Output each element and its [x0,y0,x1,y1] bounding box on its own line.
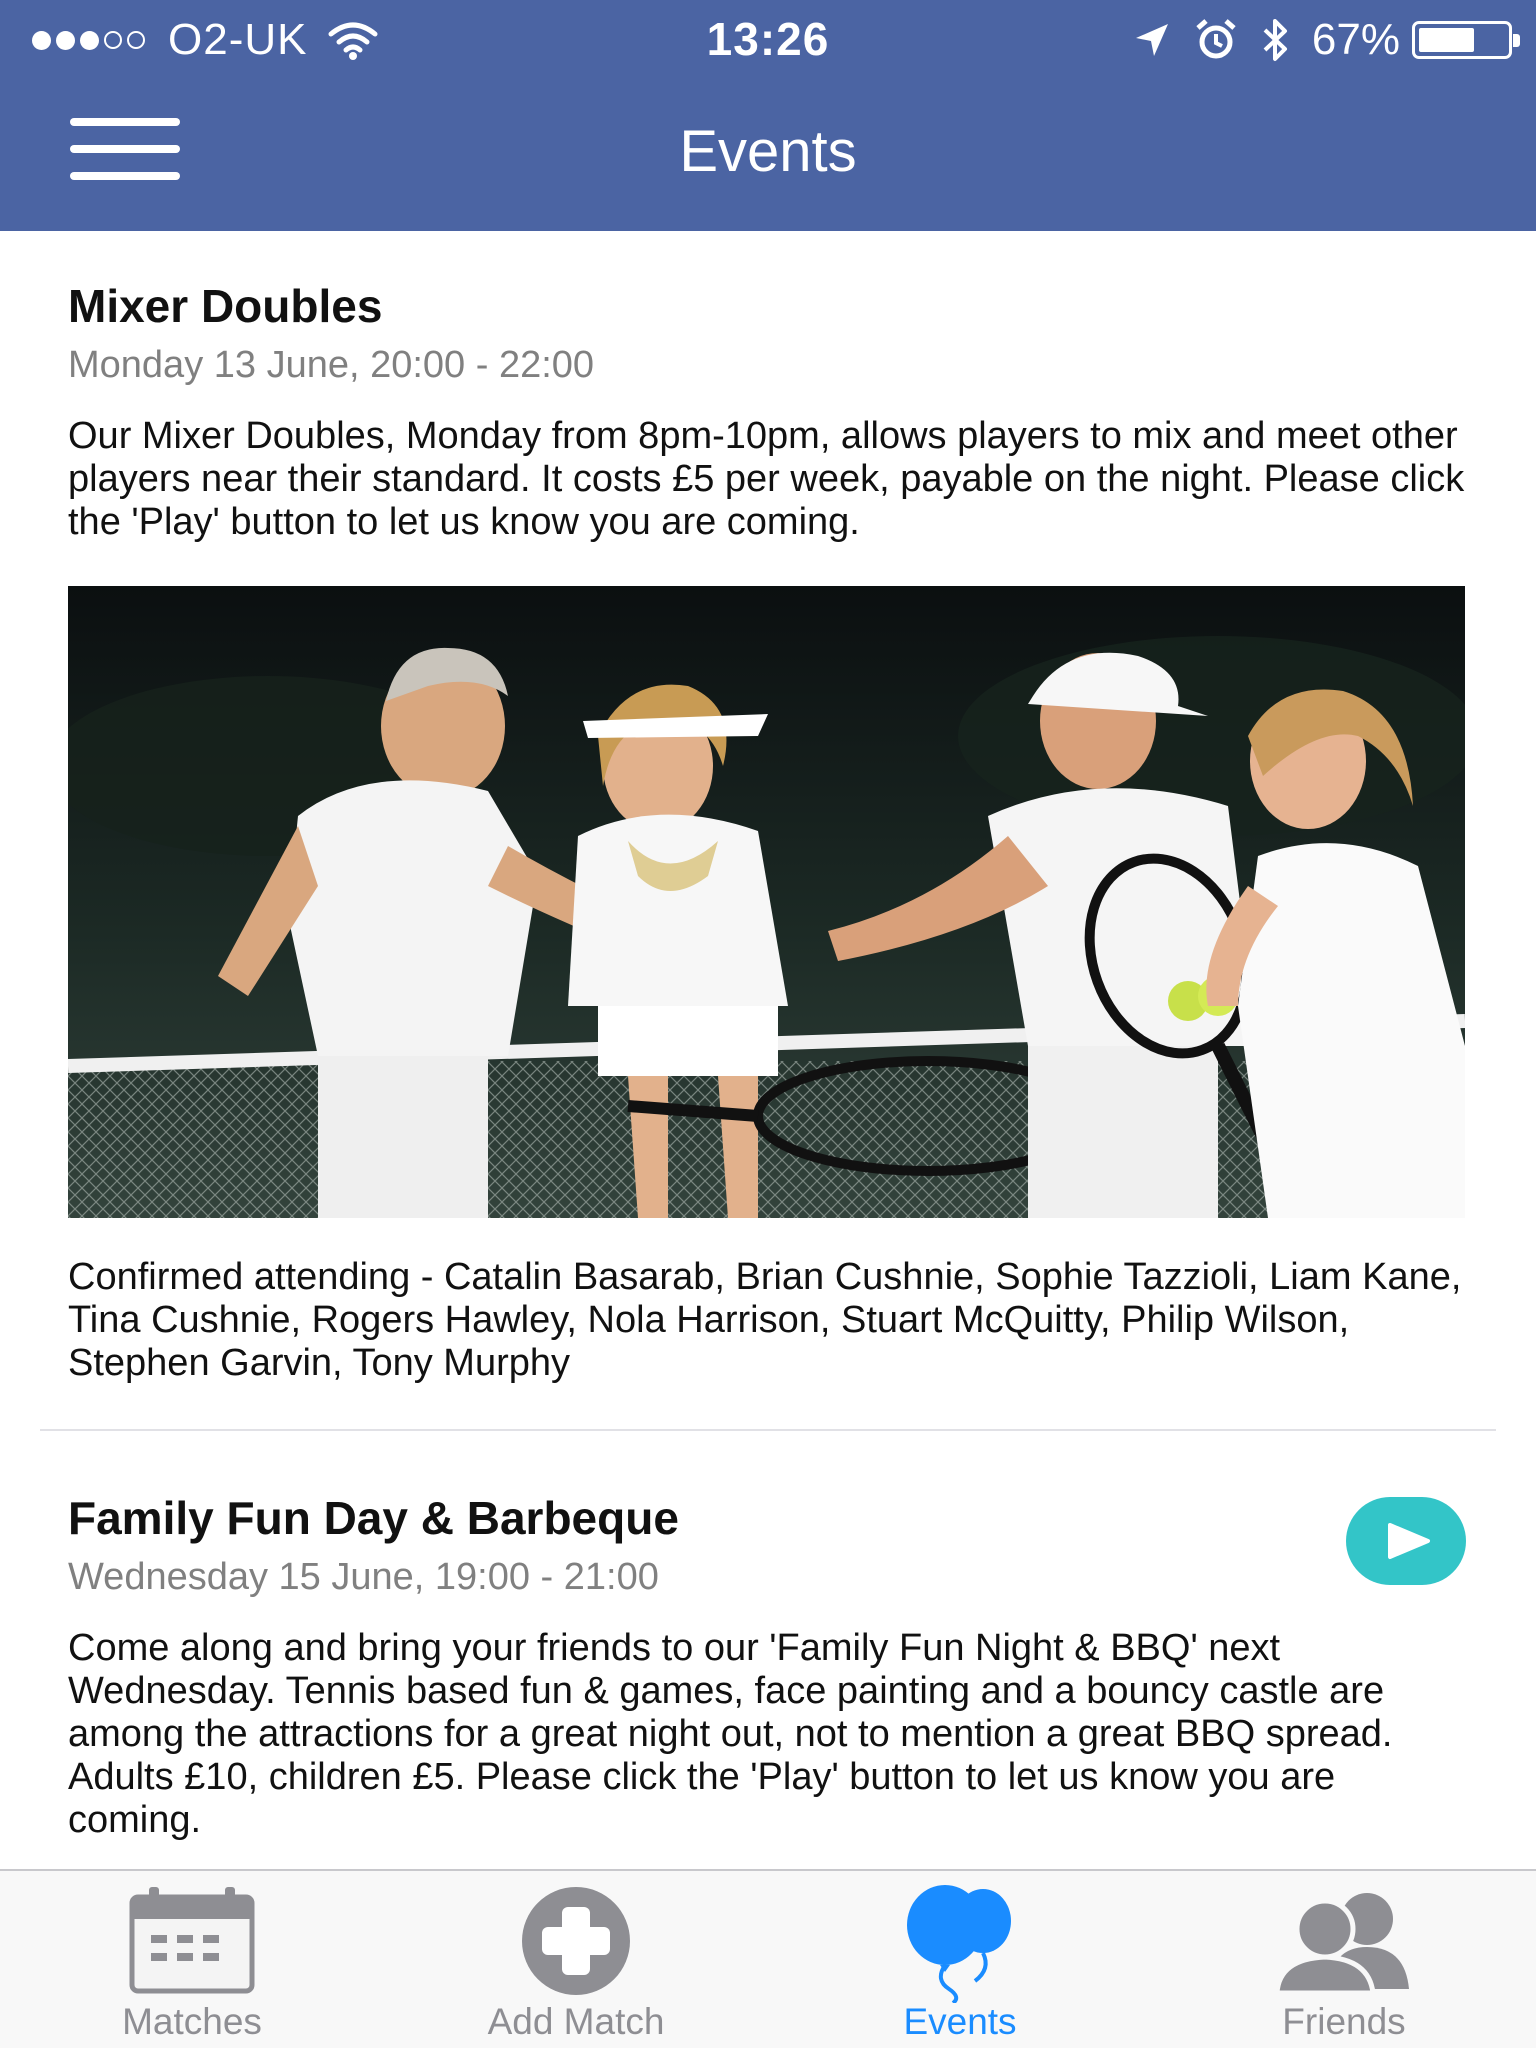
navigation-header [0,0,1536,231]
carrier-name: O2-UK [168,15,308,64]
event-description: Come along and bring your friends to our 'Family Fun Night & BBQ' next Wednesday. Tennis based fun & games, face painting and a bouncy castle are among the attractions for a great night out, not to mention a great BBQ spread. Adults £10, children £5. Please click the 'Play' button to let us know you are coming. [68,1627,1393,1842]
event-photo [68,586,1465,1218]
tab-events[interactable] [768,1871,1152,2050]
event-title: Mixer Doubles [68,280,383,332]
play-icon [1384,1521,1434,1561]
tab-label: Events [903,2001,1017,2042]
event-date: Monday 13 June, 20:00 - 22:00 [68,344,595,387]
play-button[interactable] [1346,1497,1466,1585]
event-title: Family Fun Day & Barbeque [68,1492,679,1545]
tab-add-match[interactable] [384,1871,768,2050]
event-description: Our Mixer Doubles, Monday from 8pm-10pm, allows players to mix and meet other players near their standard. It costs £5 per week, payable on the night. Please click the 'Play' button to let us know you are coming. [68,415,1465,544]
battery-percentage: 67% [1311,15,1400,64]
battery-icon [1412,21,1512,59]
tab-matches[interactable] [0,1871,384,2050]
event-card[interactable] [0,279,1536,1385]
events-list[interactable] [0,231,1536,1869]
tab-label: Add Match [487,2001,665,2042]
calendar-icon [127,1885,257,1995]
location-arrow-icon [1132,20,1172,60]
people-icon [1269,1885,1419,1995]
alarm-icon [1194,18,1238,62]
status-bar [0,0,1536,80]
tab-friends[interactable] [1152,1871,1536,2050]
event-attendees: Confirmed attending - Catalin Basarab, Brian Cushnie, Sophie Tazzioli, Liam Kane, Tina Cushnie, Rogers Hawley, Nola Harrison, Stuart McQuitty, Philip Wilson, Stephen Garvin, Tony Murphy [68,1256,1462,1385]
tab-label: Friends [1282,2001,1406,2042]
plus-circle-icon [520,1885,632,1997]
bluetooth-icon [1260,17,1290,63]
tab-label: Matches [122,2001,262,2042]
page-title: Events [679,119,857,184]
balloons-icon [895,1885,1025,2003]
event-date: Wednesday 15 June, 19:00 - 21:00 [68,1556,659,1599]
tab-bar [0,1869,1536,2048]
event-card[interactable] [0,1491,1536,1842]
clock: 13:26 [706,13,830,65]
